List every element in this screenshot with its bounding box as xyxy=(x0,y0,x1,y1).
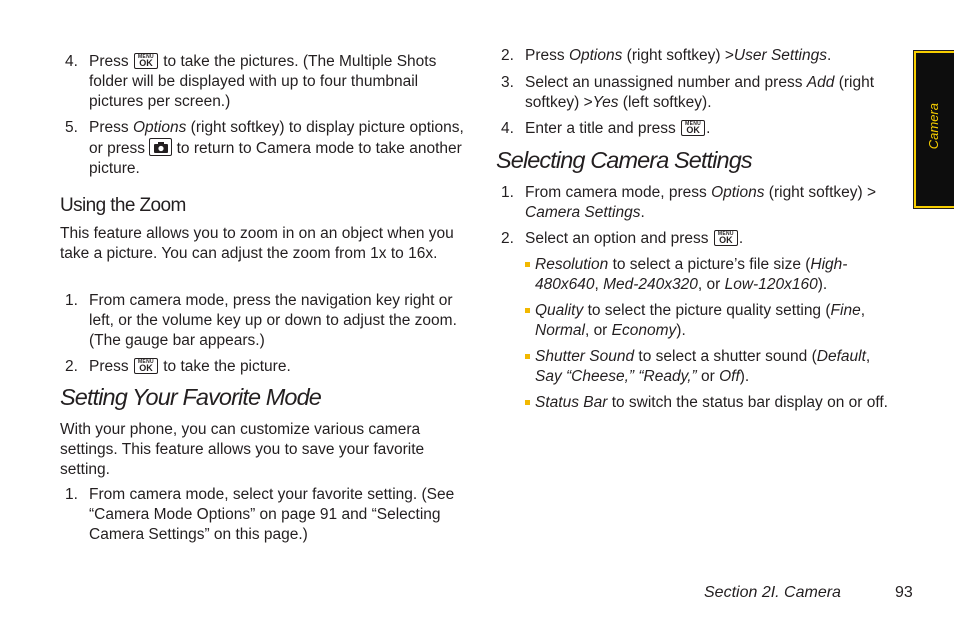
chapter-tab-label: Camera xyxy=(926,103,941,150)
menu-ok-key-icon: MENU OK xyxy=(714,230,738,246)
bullet-marker-icon xyxy=(525,262,530,267)
favorite-step-3: 3. Select an unassigned number and press Add (right softkey) >Yes (left softkey). xyxy=(501,74,875,111)
bullet-quality: Quality to select the picture quality setting (Fine, Normal, or Economy). xyxy=(525,301,901,341)
settings-step-1: 1. From camera mode, press Options (right softkey) > Camera Settings. xyxy=(501,184,877,221)
favorite-intro-text: With your phone, you can customize various camera settings. This feature allows you to save your favorite setting. xyxy=(60,421,425,478)
bullet-marker-icon xyxy=(525,354,530,359)
bullet-marker-icon xyxy=(525,400,530,405)
settings-step-2: 2. Select an option and press MENU OK . xyxy=(501,230,744,247)
step-5-picture-options: 5. Press Options (right softkey) to display picture options, or press to return to Camera mode to take another picture. xyxy=(65,119,464,177)
bullet-status-bar: Status Bar to switch the status bar display on or off. xyxy=(525,393,901,413)
section-heading-camera-settings: Selecting Camera Settings xyxy=(496,147,752,173)
menu-ok-key-icon: MENU OK xyxy=(134,358,158,374)
step-number: 4. xyxy=(65,53,78,70)
section-heading-favorite-mode: Setting Your Favorite Mode xyxy=(60,384,321,410)
menu-ok-key-icon: MENU OK xyxy=(681,120,705,136)
camera-key-icon xyxy=(149,138,172,156)
page-number: 93 xyxy=(895,584,913,601)
bullet-resolution: Resolution to select a picture’s file size (High-480x640, Med-240x320, or Low-120x160). xyxy=(525,255,901,295)
step-4-take-pictures: 4. Press MENU OK to take the pictures. (The Multiple Shots folder will be displayed with up to four thumbnail pictures per screen.) xyxy=(65,53,437,110)
section-heading-zoom: Using the Zoom xyxy=(60,195,186,216)
footer-section-label: Section 2I. Camera xyxy=(704,584,841,601)
chapter-side-tab xyxy=(913,50,954,209)
bullet-shutter-sound: Shutter Sound to select a shutter sound (Default, Say “Cheese,” “Ready,” or Off). xyxy=(525,347,901,387)
menu-ok-key-icon: MENU OK xyxy=(134,53,158,69)
favorite-step-1: 1. From camera mode, select your favorite setting. (See “Camera Mode Options” on page 91 and “Selecting Camera Settings” on this page.) xyxy=(65,486,455,543)
zoom-step-1: 1. From camera mode, press the navigation key right or left, or the volume key up or down to adjust the zoom. (The gauge bar appears.) xyxy=(65,292,457,349)
zoom-step-2: 2. Press MENU OK to take the picture. xyxy=(65,358,291,375)
bullet-marker-icon xyxy=(525,308,530,313)
options-softkey-label: Options xyxy=(132,119,187,136)
favorite-step-4: 4. Enter a title and press MENU OK . xyxy=(501,120,711,137)
favorite-step-2: 2. Press Options (right softkey) >User Settings. xyxy=(501,47,832,64)
zoom-intro-text: This feature allows you to zoom in on an object when you take a picture. You can adjust the zoom from 1x to 16x. xyxy=(60,225,454,262)
